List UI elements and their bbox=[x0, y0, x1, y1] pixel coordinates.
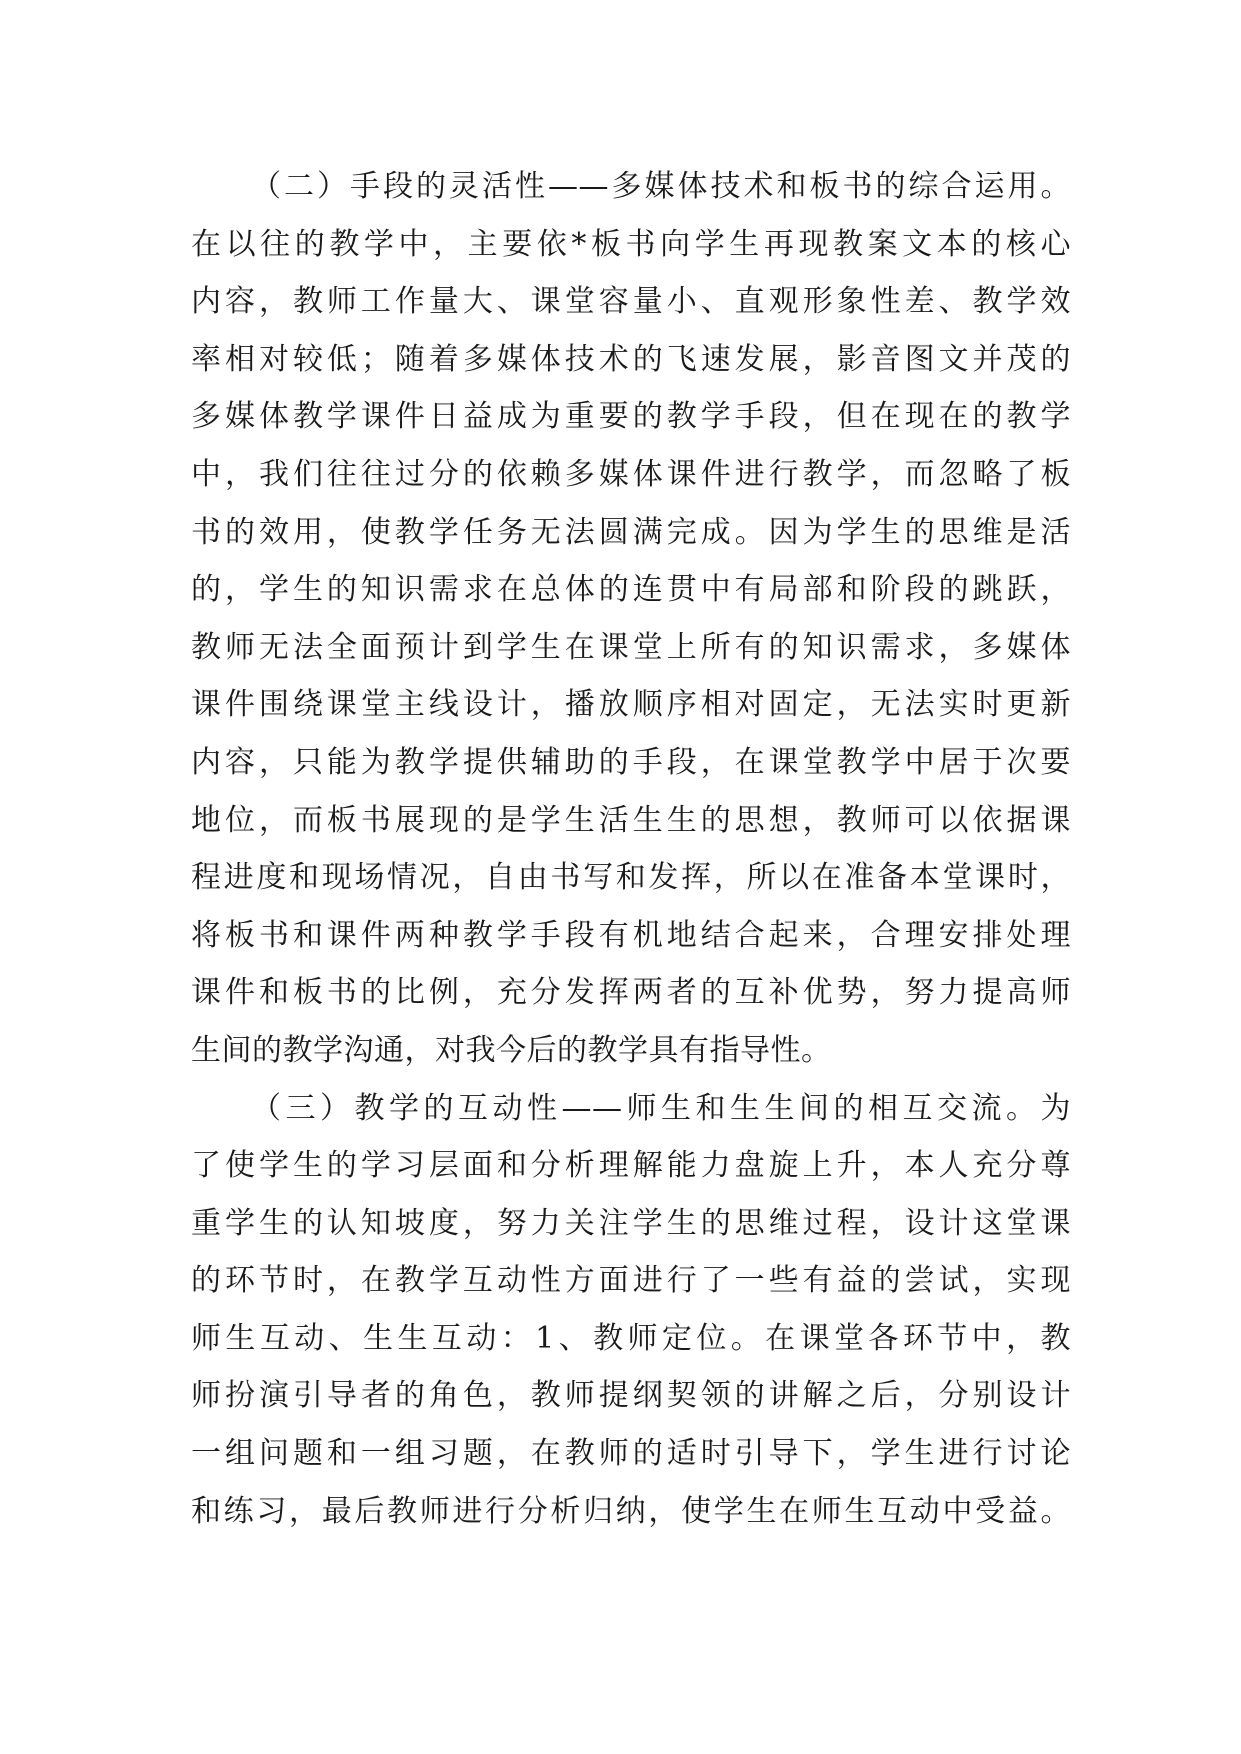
paragraph-line: 的，学生的知识需求在总体的连贯中有局部和阶段的跳跃， bbox=[191, 572, 1071, 608]
paragraph-line: 程进度和现场情况，自由书写和发挥，所以在准备本堂课时， bbox=[191, 860, 1071, 896]
paragraph-line: 将板书和课件两种教学手段有机地结合起来，合理安排处理 bbox=[191, 917, 1071, 953]
paragraph-line: 课件围绕课堂主线设计，播放顺序相对固定，无法实时更新 bbox=[191, 687, 1071, 723]
paragraph-line: 内容，教师工作量大、课堂容量小、直观形象性差、教学效 bbox=[191, 284, 1071, 320]
paragraph-line: 率相对较低；随着多媒体技术的飞速发展，影音图文并茂的 bbox=[191, 341, 1071, 377]
paragraph-line: 课件和板书的比例，充分发挥两者的互补优势，努力提高师 bbox=[191, 975, 1071, 1011]
paragraph-line: 和练习，最后教师进行分析归纳，使学生在师生互动中受益。 bbox=[191, 1493, 1071, 1529]
paragraph-line: 一组问题和一组习题，在教师的适时引导下，学生进行讨论 bbox=[191, 1436, 1071, 1472]
paragraph-heading-line: （三）教学的互动性——师生和生生间的相互交流。为 bbox=[251, 1090, 1071, 1126]
paragraph-line: 了使学生的学习层面和分析理解能力盘旋上升，本人充分尊 bbox=[191, 1148, 1071, 1184]
paragraph-line: 中，我们往往过分的依赖多媒体课件进行教学，而忽略了板 bbox=[191, 456, 1071, 492]
paragraph-line: 地位，而板书展现的是学生活生生的思想，教师可以依据课 bbox=[191, 802, 1071, 838]
paragraph-line: 书的效用，使教学任务无法圆满完成。因为学生的思维是活 bbox=[191, 514, 1071, 550]
paragraph-line: 内容，只能为教学提供辅助的手段，在课堂教学中居于次要 bbox=[191, 744, 1071, 780]
body-text bbox=[191, 158, 1071, 1540]
paragraph-line: 在以往的教学中，主要依*板书向学生再现教案文本的核心 bbox=[191, 226, 1071, 262]
paragraph-line: 教师无法全面预计到学生在课堂上所有的知识需求，多媒体 bbox=[191, 629, 1071, 665]
paragraph-line: 师生互动、生生互动：1、教师定位。在课堂各环节中，教 bbox=[191, 1320, 1071, 1356]
paragraph-line: 生间的教学沟通，对我今后的教学具有指导性。 bbox=[191, 1032, 832, 1068]
paragraph-line: 师扮演引导者的角色，教师提纲契领的讲解之后，分别设计 bbox=[191, 1378, 1071, 1414]
paragraph-line: 的环节时，在教学互动性方面进行了一些有益的尝试，实现 bbox=[191, 1263, 1071, 1299]
paragraph-heading-line: （二）手段的灵活性——多媒体技术和板书的综合运用。 bbox=[251, 169, 1071, 204]
paragraph-line: 重学生的认知坡度，努力关注学生的思维过程，设计这堂课 bbox=[191, 1205, 1071, 1241]
paragraph-line: 多媒体教学课件日益成为重要的教学手段，但在现在的教学 bbox=[191, 399, 1071, 435]
